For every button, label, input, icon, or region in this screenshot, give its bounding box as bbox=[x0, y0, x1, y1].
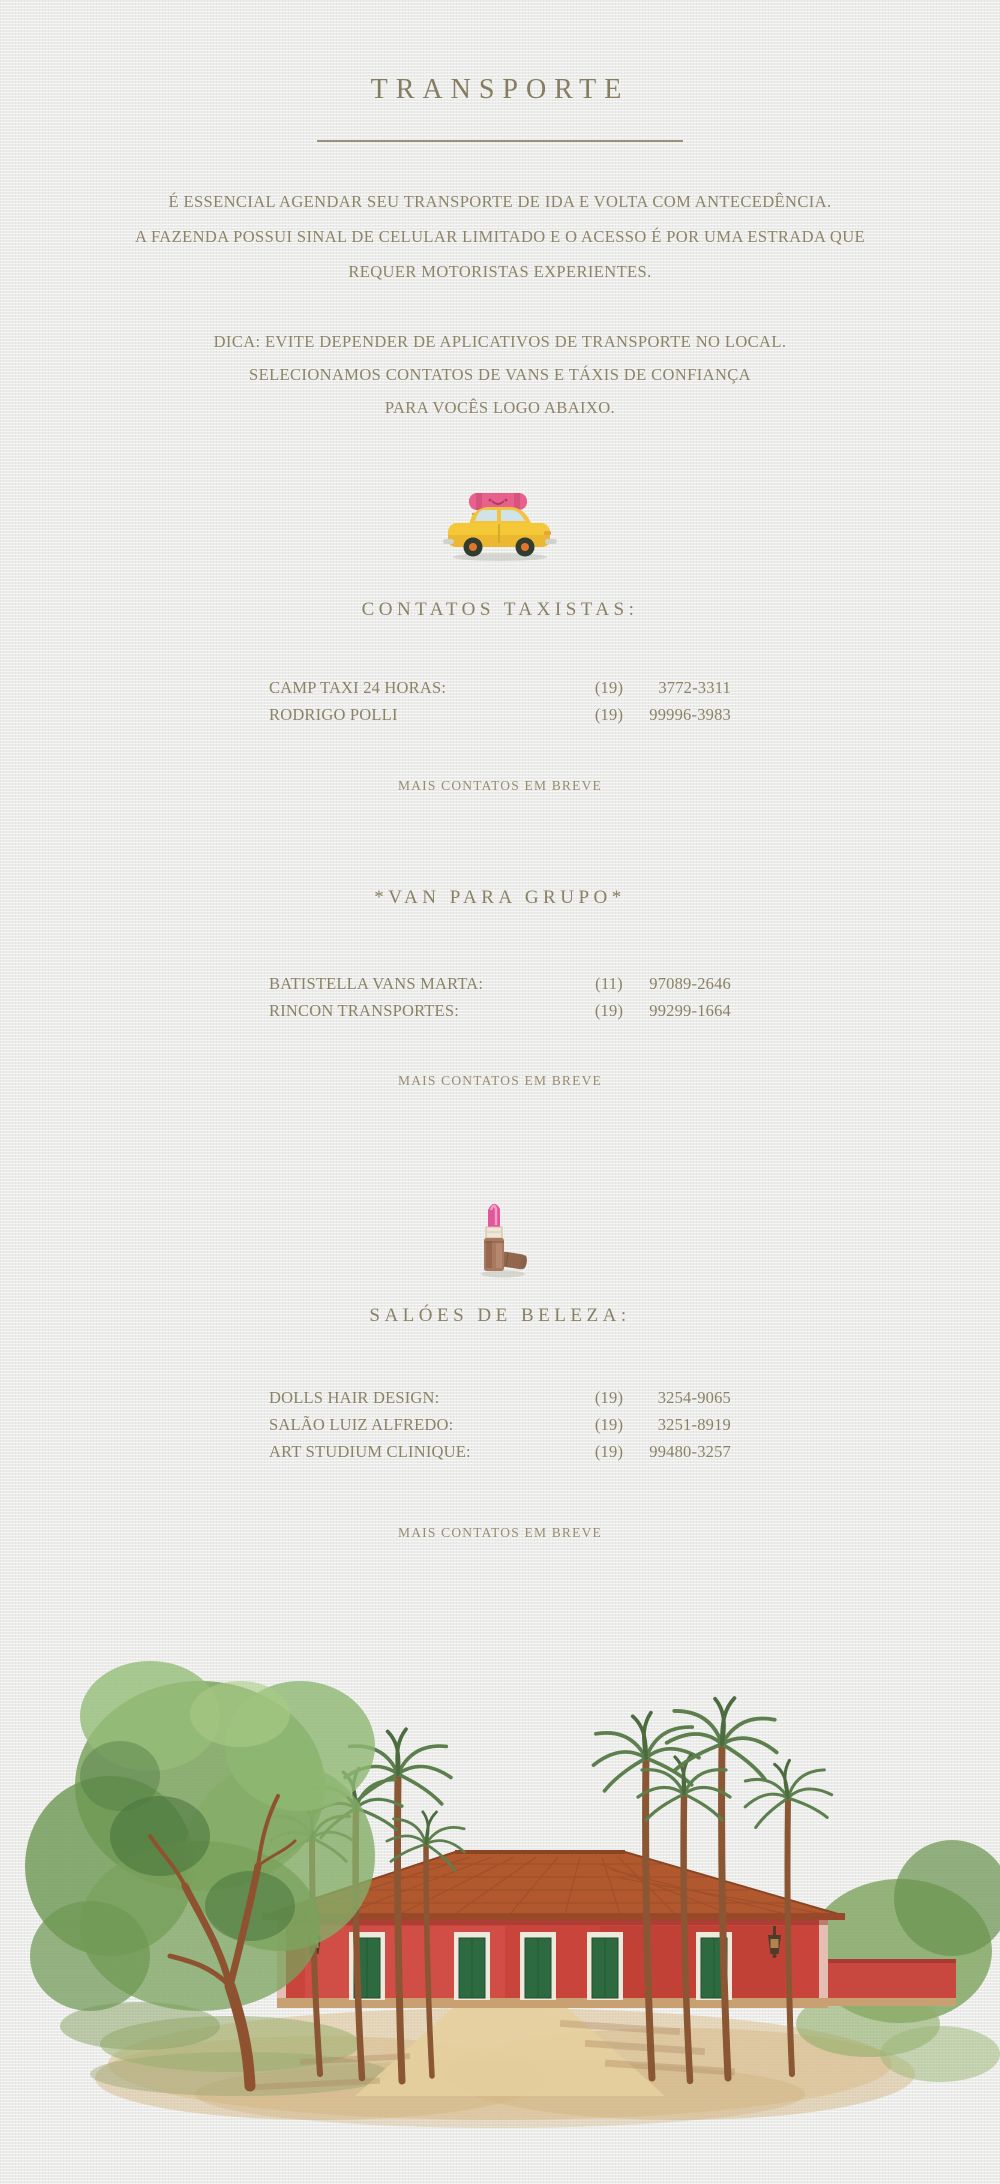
contact-name: RODRIGO POLLI bbox=[269, 705, 398, 724]
beauty-section-heading: SALÓES DE BELEZA: bbox=[369, 1305, 631, 1326]
contact-name: CAMP TAXI 24 HORAS: bbox=[269, 678, 447, 697]
contact-area-code: (19) bbox=[594, 1388, 624, 1407]
contact-phone: 3254-9065 bbox=[657, 1388, 731, 1407]
tip-paragraph bbox=[0, 325, 1000, 424]
contact-name: SALÃO LUIZ ALFREDO: bbox=[269, 1415, 454, 1434]
tip-line: DICA: EVITE DEPENDER DE APLICATIVOS DE TRANSPORTE NO LOCAL. bbox=[213, 332, 787, 351]
taxi-section-heading: CONTATOS TAXISTAS: bbox=[361, 599, 639, 620]
beauty-contacts-table bbox=[269, 1384, 731, 1465]
contact-phone: 99996-3983 bbox=[649, 705, 731, 724]
contact-name: DOLLS HAIR DESIGN: bbox=[269, 1388, 440, 1407]
contact-area-code: (19) bbox=[594, 705, 624, 724]
contact-name: RINCON TRANSPORTES: bbox=[269, 1001, 459, 1020]
contact-row bbox=[269, 701, 731, 728]
contact-row bbox=[269, 970, 731, 997]
contact-row bbox=[269, 1411, 731, 1438]
contact-area-code: (19) bbox=[594, 1442, 624, 1461]
contact-phone: 3772-3311 bbox=[658, 678, 731, 697]
contact-area-code: (19) bbox=[594, 678, 624, 697]
intro-line: REQUER MOTORISTAS EXPERIENTES. bbox=[348, 262, 652, 281]
contact-phone: 99299-1664 bbox=[649, 1001, 731, 1020]
intro-paragraph bbox=[0, 184, 1000, 289]
tip-line: SELECIONAMOS CONTATOS DE VANS E TÁXIS DE CONFIANÇA bbox=[249, 365, 751, 384]
taxi-contacts-table bbox=[269, 674, 731, 728]
contact-row bbox=[269, 1438, 731, 1465]
more-contacts-note: MAIS CONTATOS EM BREVE bbox=[398, 1073, 602, 1088]
contact-phone: 97089-2646 bbox=[649, 974, 731, 993]
contact-phone: 3251-8919 bbox=[657, 1415, 731, 1434]
contact-area-code: (19) bbox=[594, 1415, 624, 1434]
contact-phone: 99480-3257 bbox=[649, 1442, 731, 1461]
more-contacts-note: MAIS CONTATOS EM BREVE bbox=[398, 1525, 602, 1540]
lipstick-illustration bbox=[469, 1196, 531, 1280]
contact-row bbox=[269, 1384, 731, 1411]
contact-row bbox=[269, 997, 731, 1024]
contact-row bbox=[269, 674, 731, 701]
intro-line: A FAZENDA POSSUI SINAL DE CELULAR LIMITADO E O ACESSO É POR UMA ESTRADA QUE bbox=[135, 227, 865, 246]
title-divider bbox=[317, 140, 683, 142]
tip-line: PARA VOCÊS LOGO ABAIXO. bbox=[384, 398, 616, 417]
taxi-illustration bbox=[438, 488, 562, 568]
contact-area-code: (11) bbox=[595, 974, 623, 993]
contact-area-code: (19) bbox=[594, 1001, 624, 1020]
farmhouse-illustration bbox=[0, 1626, 1000, 2166]
more-contacts-note: MAIS CONTATOS EM BREVE bbox=[398, 778, 602, 793]
contact-name: BATISTELLA VANS MARTA: bbox=[269, 974, 484, 993]
contact-name: ART STUDIUM CLINIQUE: bbox=[269, 1442, 471, 1461]
page-title: TRANSPORTE bbox=[370, 74, 630, 105]
van-contacts-table bbox=[269, 970, 731, 1024]
intro-line: É ESSENCIAL AGENDAR SEU TRANSPORTE DE IDA E VOLTA COM ANTECEDÊNCIA. bbox=[168, 192, 832, 211]
van-section-heading: *VAN PARA GRUPO* bbox=[374, 887, 626, 908]
